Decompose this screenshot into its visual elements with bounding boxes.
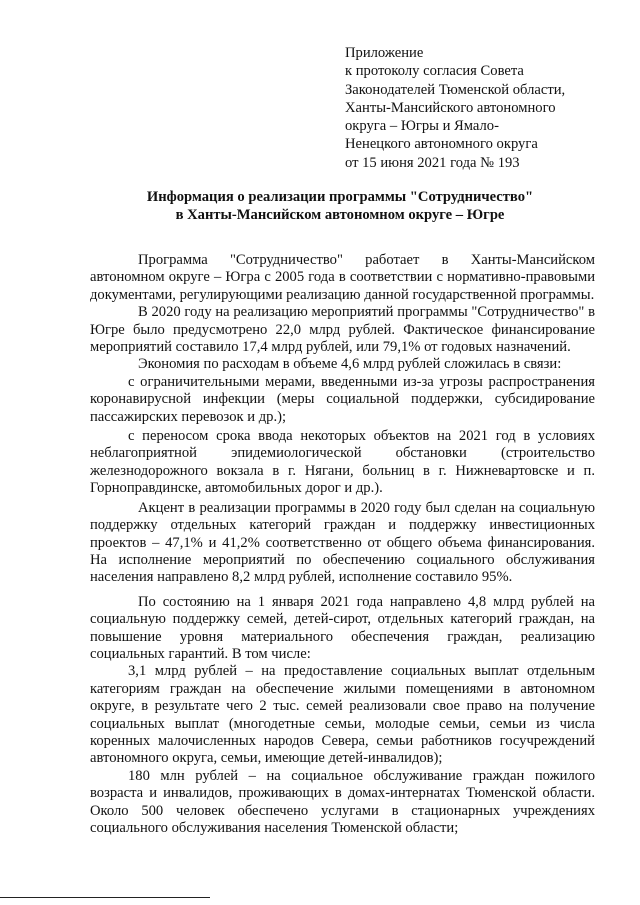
annex-line: округа – Югры и Ямало- (345, 118, 499, 135)
annex-line: Законодателей Тюменской области, (345, 81, 566, 98)
footnote-separator (0, 897, 210, 898)
annex-header (345, 44, 615, 172)
list-item: с переносом срока ввода некоторых объектов на 2021 год в условиях неблагоприятной эпидемиологической обстановки (строительство железнодорожного вокзала в г. Нягани, больниц в г. Нижневартовске и п. Горноправдинске, автомобильных дорог и др.). (90, 428, 595, 497)
paragraph: Экономия по расходам в объеме 4,6 млрд рублей сложилась в связи: (138, 356, 562, 373)
annex-line: от 15 июня 2021 года № 193 (345, 154, 520, 171)
document-title (40, 189, 640, 224)
list-item: 3,1 млрд рублей – на предоставление социальных выплат отдельным категориям граждан на обеспечение жилыми помещениями в автономном округе, в результате чего 2 тыс. семей реализовали свое право на получение социальных выплат (многодетные семьи, молодые семьи, семьи из числа коренных малочисленных народов Севера, семьи работников госучреждений автономного округа, семьи, имеющие детей-инвалидов); (90, 663, 595, 767)
document-body (90, 252, 595, 837)
annex-line: Ханты-Мансийского автономного (345, 99, 556, 116)
list-item: 180 млн рублей – на социальное обслуживание граждан пожилого возраста и инвалидов, проживающих в домах-интернатах Тюменской области. Около 500 человек обеспечено услугами в стационарных учреждениях социального обслуживания населения Тюменской области; (90, 767, 595, 836)
list-item: с ограничительными мерами, введенными из-за угрозы распространения коронавирусной инфекции (меры социальной поддержки, субсидирование пассажирских перевозок и др.); (90, 373, 595, 425)
title-line-2: в Ханты-Мансийском автономном округе – Югре (175, 206, 505, 223)
annex-line: Ненецкого автономного округа (345, 136, 538, 153)
title-line-1: Информация о реализации программы "Сотрудничество" (146, 189, 534, 205)
annex-line: Приложение (345, 45, 424, 61)
paragraph: По состоянию на 1 января 2021 года направлено 4,8 млрд рублей на социальную поддержку семей, детей-сирот, отдельных категорий граждан, на повышение уровня материального обеспечения граждан, реализацию социальных гарантий. В том числе: (90, 593, 595, 662)
paragraph: Акцент в реализации программы в 2020 году был сделан на социальную поддержку отдельных категорий граждан и поддержку инвестиционных проектов – 47,1% и 41,2% соответственно от общего объема финансирования. На исполнение мероприятий по обеспечению социального обслуживания населения направлено 8,2 млрд рублей, исполнение составило 95%. (90, 499, 595, 586)
paragraph: В 2020 году на реализацию мероприятий программы "Сотрудничество" в Югре было предусмотрено 22,0 млрд рублей. Фактическое финансирование мероприятий составило 17,4 млрд рублей, или 79,1% от годовых назначений. (90, 304, 595, 356)
paragraph: Программа "Сотрудничество" работает в Ханты-Мансийском автономном округе – Югра с 2005 года в соответствии с нормативно-правовыми документами, регулирующими реализацию данной государственной программы. (90, 252, 595, 303)
annex-line: к протоколу согласия Совета (345, 63, 524, 80)
